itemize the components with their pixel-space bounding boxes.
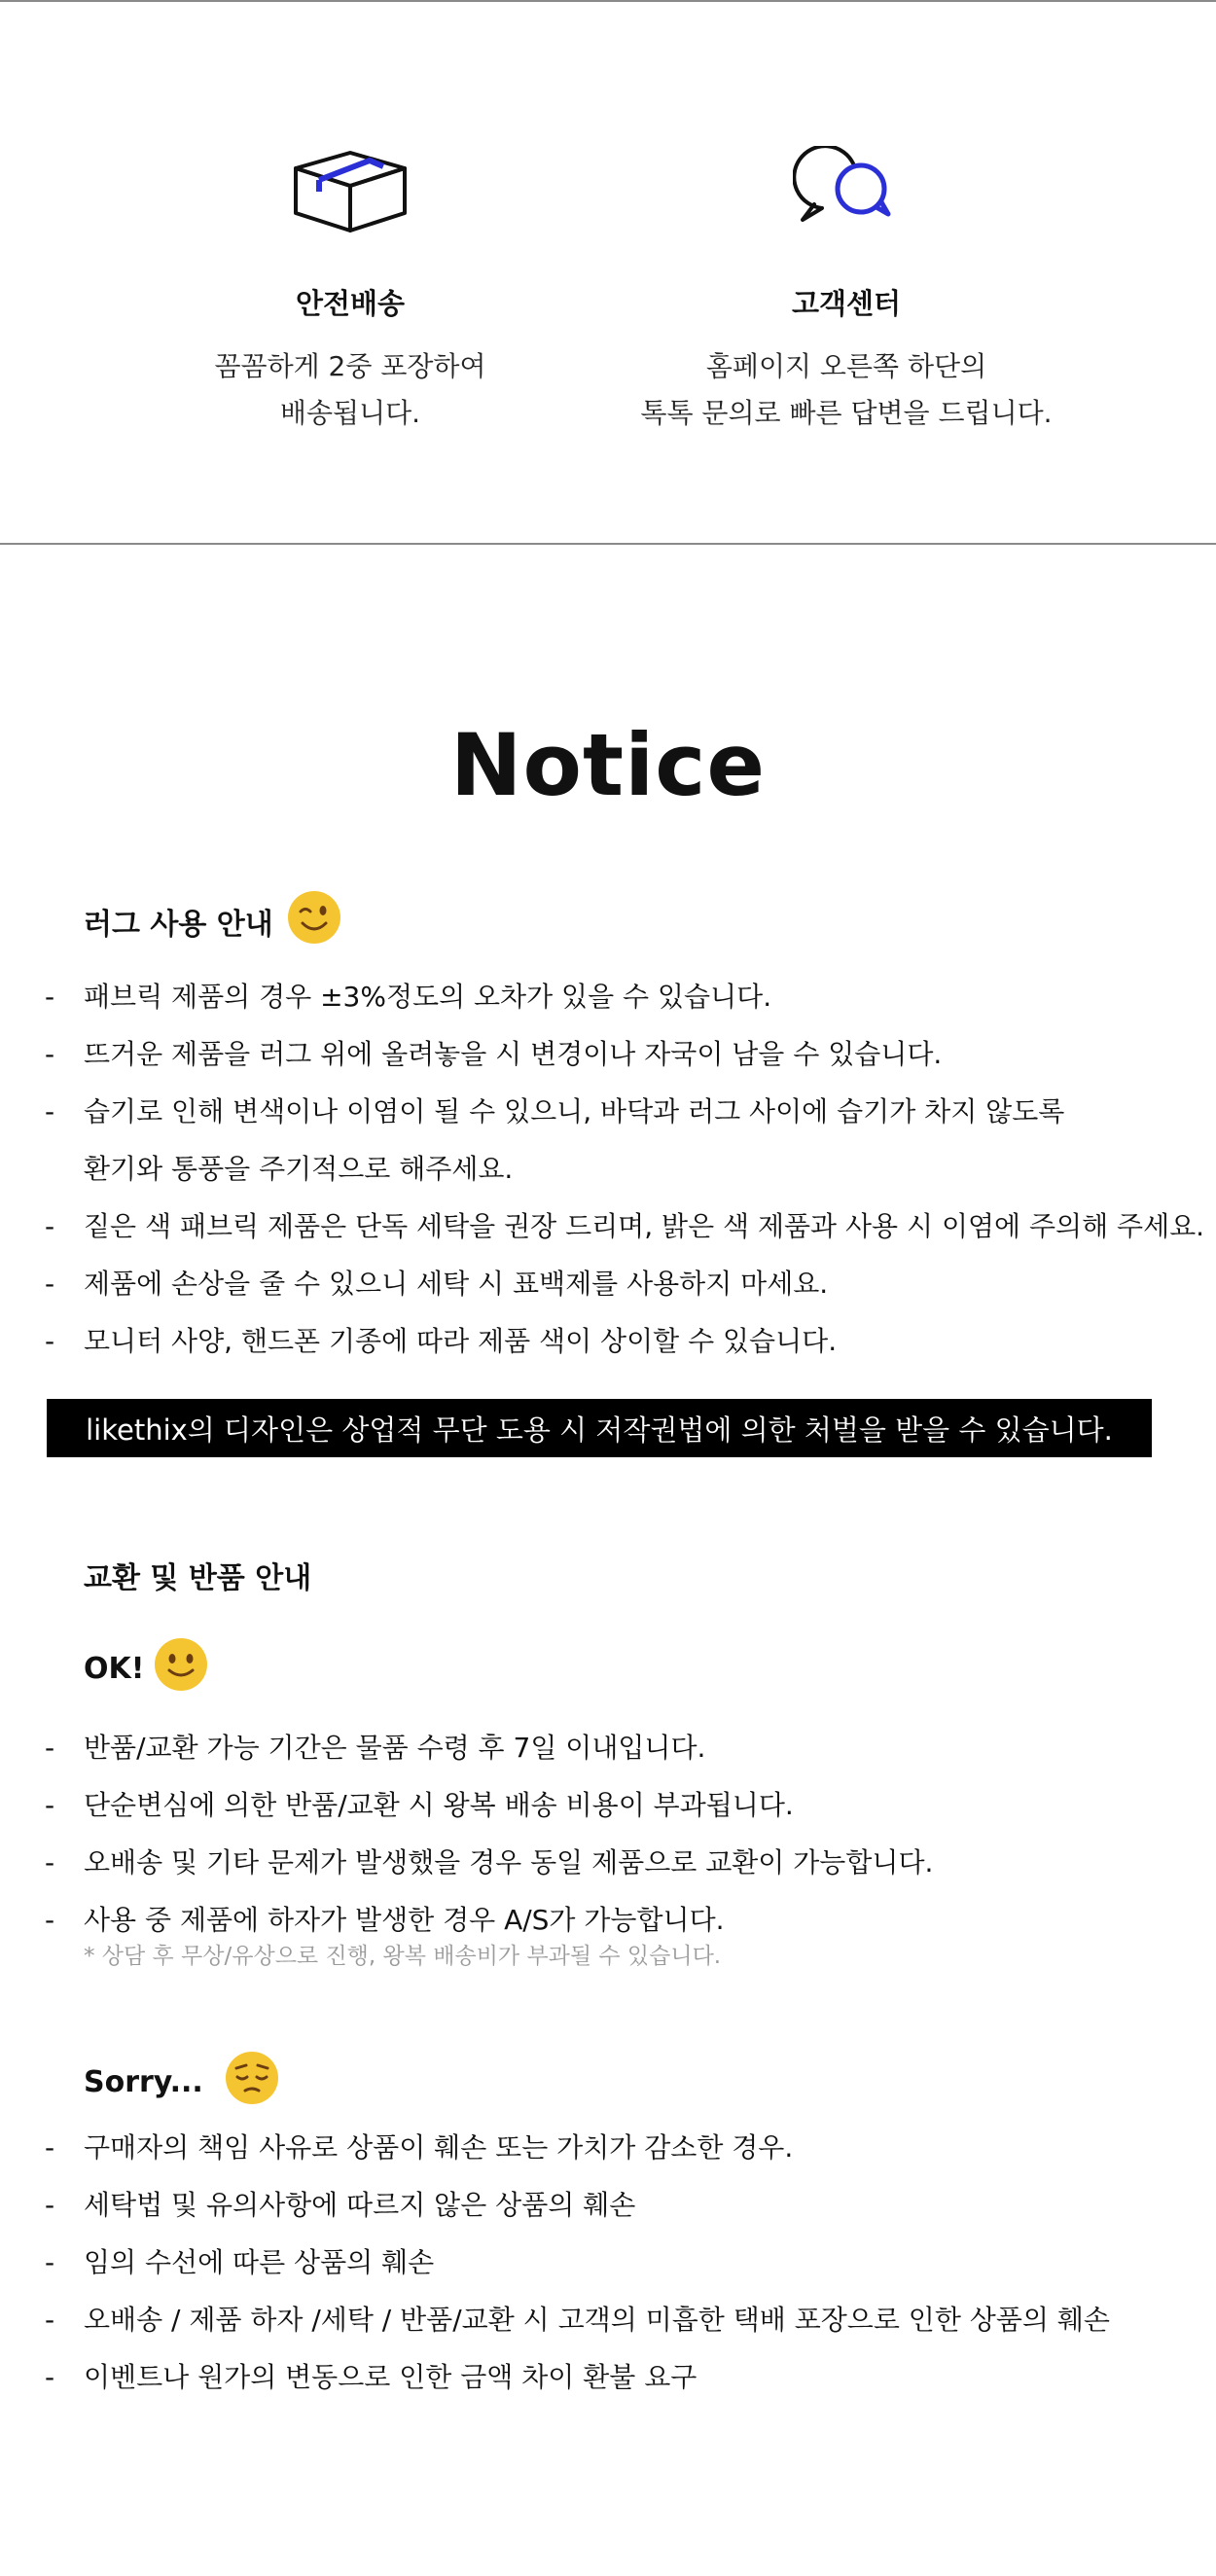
list-item: - 패브릭 제품의 경우 ±3%정도의 오차가 있을 수 있습니다.: [45, 981, 772, 1013]
slightly-smiling-face-icon: [154, 1637, 208, 1699]
winking-face-icon: [287, 890, 341, 952]
as-note: * 상담 후 무상/유상으로 진행, 왕복 배송비가 부과될 수 있습니다.: [84, 1944, 722, 1969]
rug-usage-heading: 러그 사용 안내: [84, 890, 341, 952]
list-item: - 오배송 / 제품 하자 /세탁 / 반품/교환 시 고객의 미흡한 택배 포장으로 인한 상품의 훼손: [45, 2304, 1110, 2336]
top-divider: [0, 0, 1216, 2]
list-item: - 오배송 및 기타 문제가 발생했을 경우 동일 제품으로 교환이 가능합니다.: [45, 1846, 934, 1878]
list-item: - 세탁법 및 유의사항에 따르지 않은 상품의 훼손: [45, 2189, 636, 2221]
chat-bubble-icon: [593, 136, 1099, 243]
feature-title: 고객센터: [791, 287, 902, 320]
list-item: - 제품에 손상을 줄 수 있으니 세탁 시 표백제를 사용하지 마세요.: [45, 1268, 829, 1300]
rug-usage-list: [45, 968, 1205, 1370]
feature-description: 홈페이지 오른쪽 하단의 톡톡 문의로 빠른 답변을 드립니다.: [640, 350, 1053, 429]
box-icon: [97, 136, 603, 243]
feature-customer-center: [593, 136, 1099, 437]
list-item: - 습기로 인해 변색이나 이염이 될 수 있으니, 바닥과 러그 사이에 습기가 차지 않도록 환기와 통풍을 주기적으로 해주세요.: [45, 1095, 1065, 1185]
sorry-heading: Sorry...: [84, 2051, 279, 2113]
feature-description: 꼼꼼하게 2중 포장하여 배송됩니다.: [214, 350, 486, 429]
feature-title: 안전배송: [295, 287, 406, 320]
list-item: - 반품/교환 가능 기간은 물품 수령 후 7일 이내입니다.: [45, 1732, 706, 1764]
feature-safe-shipping: [97, 136, 603, 437]
pensive-face-icon: [225, 2051, 279, 2113]
list-item: - 모니터 사양, 핸드폰 기종에 따라 제품 색이 상이할 수 있습니다.: [45, 1325, 838, 1357]
list-item: - 짙은 색 패브릭 제품은 단독 세탁을 권장 드리며, 밝은 색 제품과 사용 시 이염에 주의해 주세요.: [45, 1210, 1205, 1242]
notice-title: Notice: [449, 715, 767, 815]
list-item: - 뜨거운 제품을 러그 위에 올려놓을 시 변경이나 자국이 남을 수 있습니다.: [45, 1038, 943, 1070]
list-item: - 사용 중 제품에 하자가 발생한 경우 A/S가 가능합니다. * 상담 후 무상/유상으로 진행, 왕복 배송비가 부과될 수 있습니다.: [45, 1891, 1193, 1972]
section-divider: [0, 543, 1216, 545]
list-item: - 구매자의 책임 사유로 상품이 훼손 또는 가치가 감소한 경우.: [45, 2131, 794, 2164]
ok-list: [45, 1719, 1193, 1972]
list-item: - 이벤트나 원가의 변동으로 인한 금액 차이 환불 요구: [45, 2361, 697, 2393]
list-item: - 임의 수선에 따른 상품의 훼손: [45, 2246, 435, 2278]
sorry-list: [45, 2119, 1193, 2406]
ok-heading: OK!: [84, 1637, 208, 1699]
copyright-banner: likethix의 디자인은 상업적 무단 도용 시 저작권법에 의한 처벌을 받을 수 있습니다.: [47, 1399, 1152, 1457]
list-item: - 단순변심에 의한 반품/교환 시 왕복 배송 비용이 부과됩니다.: [45, 1789, 794, 1821]
exchange-return-heading: 교환 및 반품 안내: [84, 1561, 312, 1595]
